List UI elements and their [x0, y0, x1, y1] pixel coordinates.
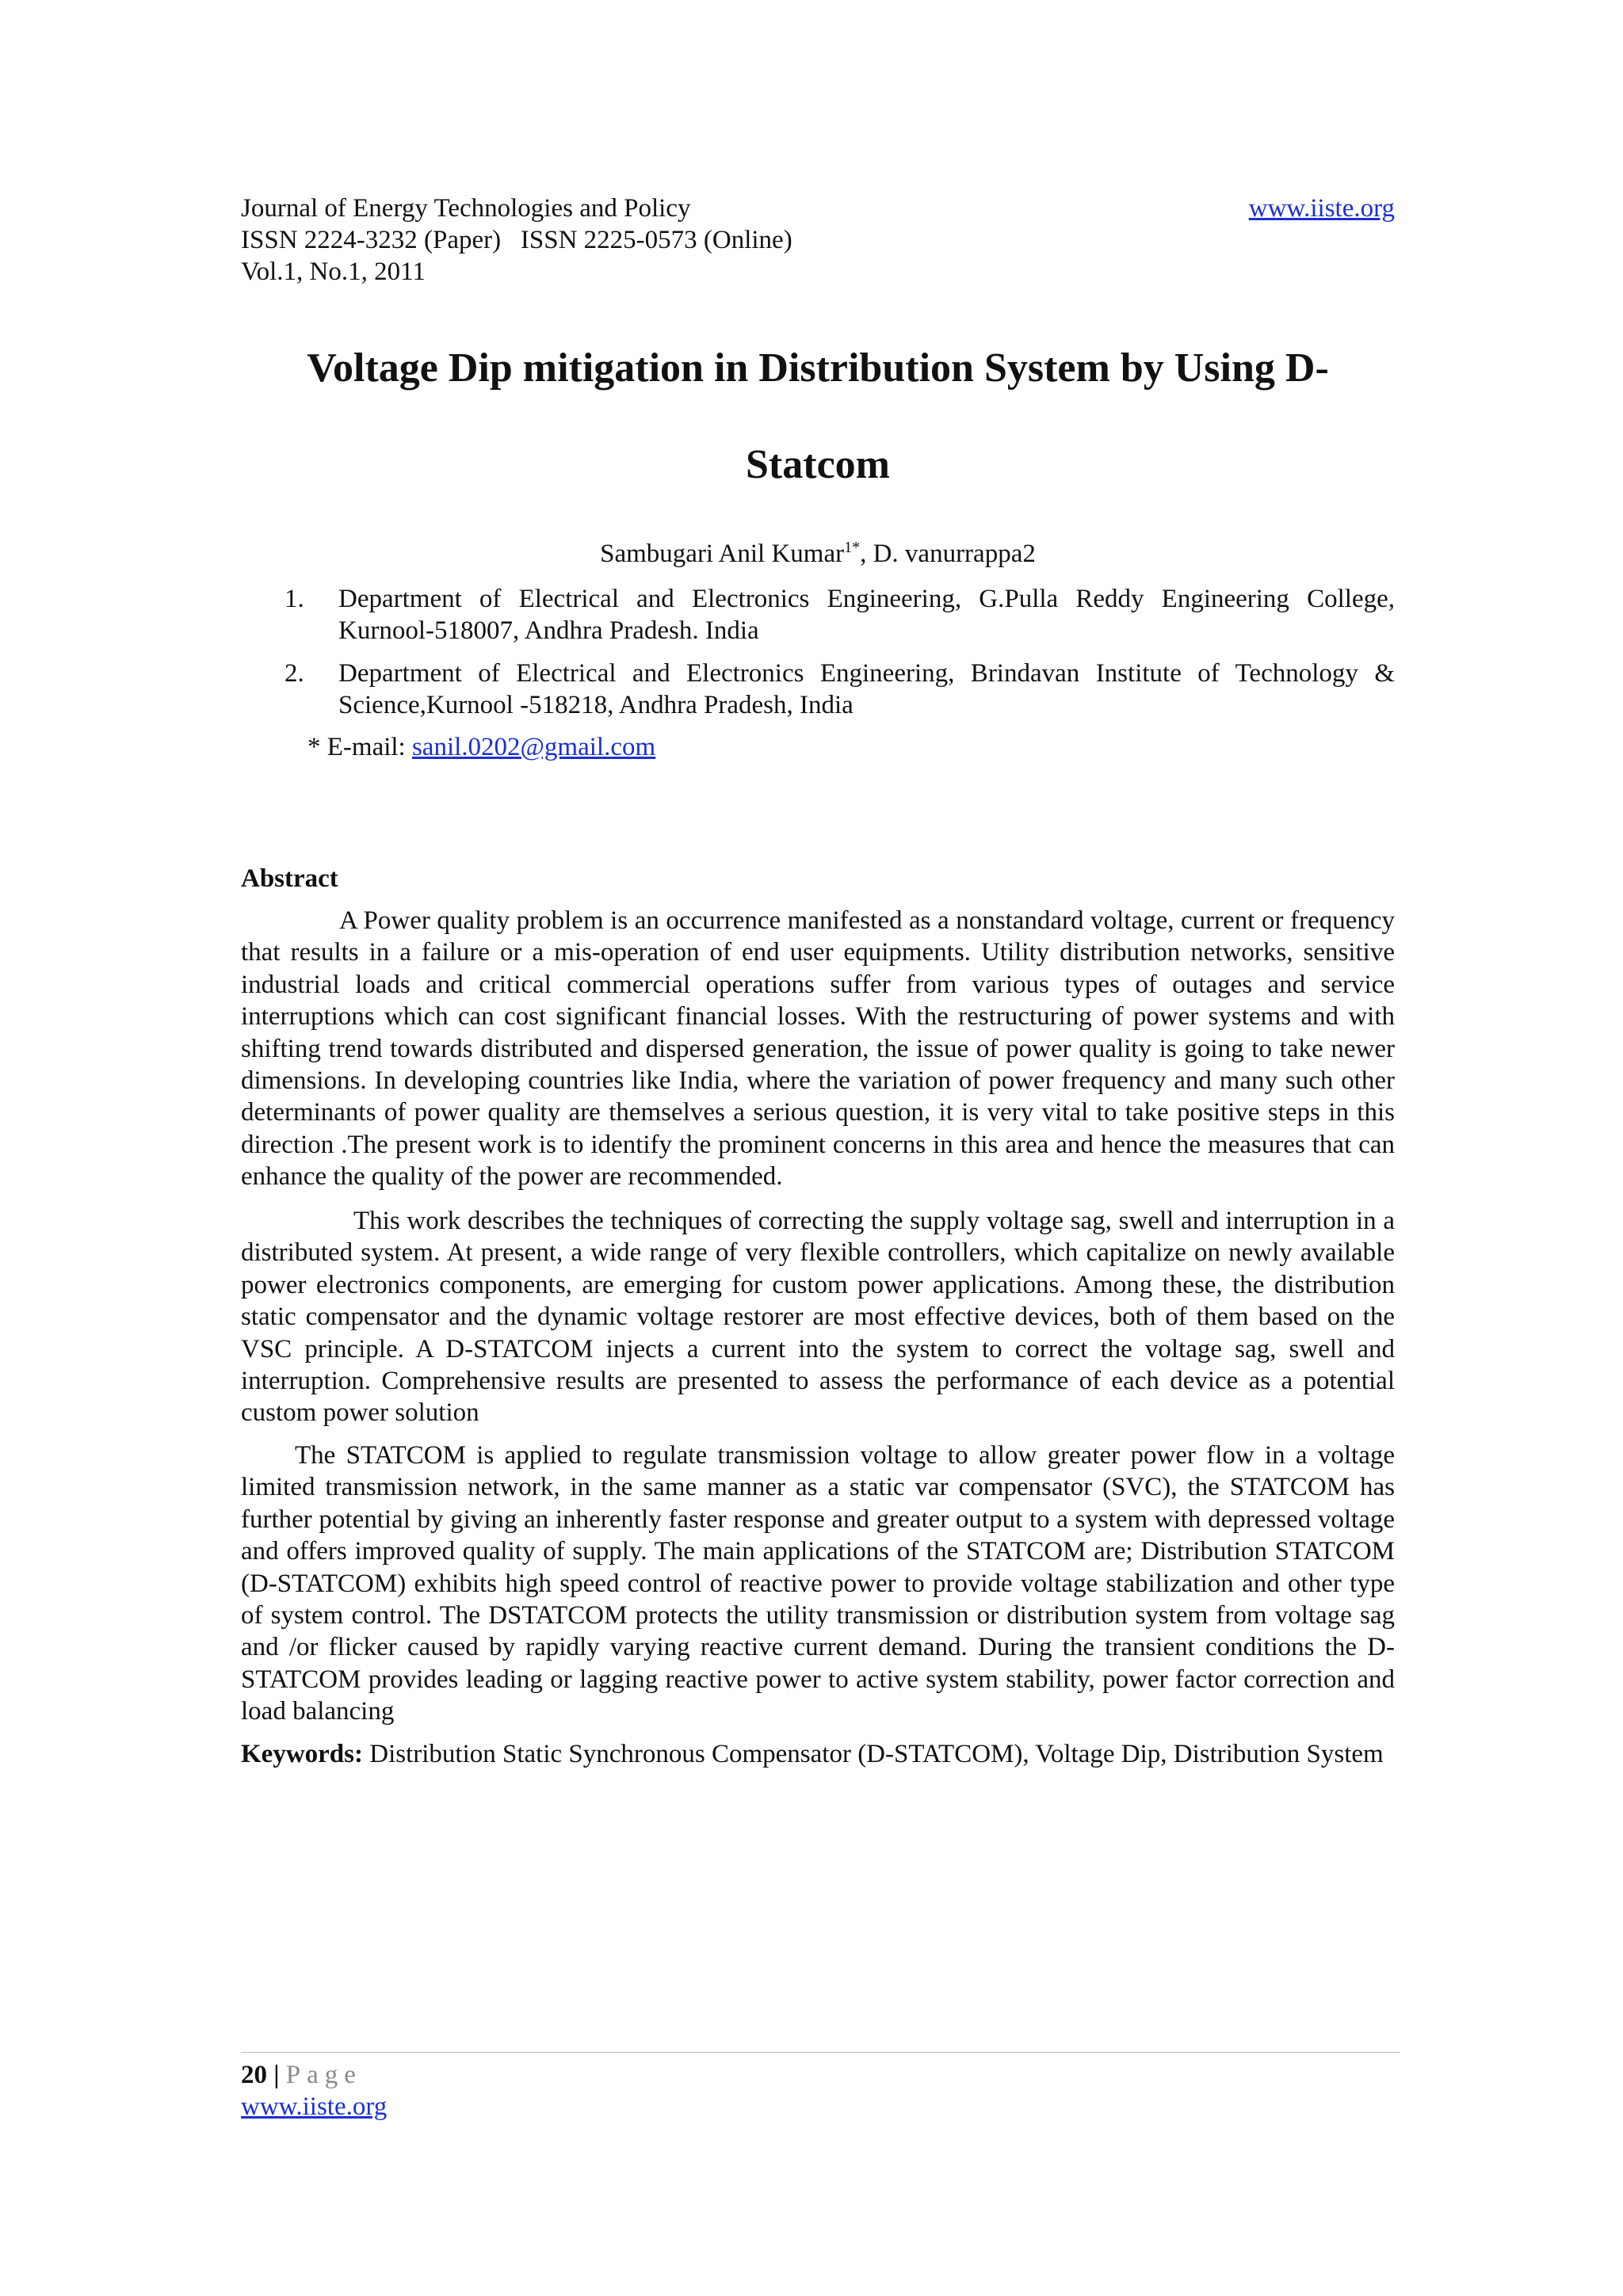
email-label: * E-mail: [307, 733, 412, 761]
affiliation-text: Department of Electrical and Electronics Engineering, G.Pulla Reddy Engineering College, Kurnool-518007, Andhra Pradesh. India [338, 585, 1395, 645]
corresponding-email [307, 731, 655, 763]
page-label: Page [285, 2061, 362, 2089]
journal-header [241, 193, 1395, 288]
affiliation-1 [285, 583, 1395, 646]
journal-name: Journal of Energy Technologies and Policy [241, 194, 691, 223]
affiliation-2 [285, 658, 1395, 721]
abstract-heading: Abstract [241, 864, 338, 893]
page-number: 20 [241, 2061, 267, 2089]
footer-website-link[interactable]: www.iiste.org [241, 2092, 388, 2121]
email-link[interactable]: sanil.0202@gmail.com [411, 733, 656, 761]
author-1: Sambugari Anil Kumar [600, 540, 845, 568]
abstract-paragraph-2: This work describes the techniques of correcting the supply voltage sag, swell and interruption in a distributed system. At present, a wide range of very flexible controllers, which capitalize on newly available power electronics components, are emerging for custom power applications. Among these, the distribution static compensator and the dynamic voltage restorer are most effective devices, both of them based on the VSC principle. A D-STATCOM injects a current into the system to correct the voltage sag, swell and interruption. Comprehensive results are presented to assess the performance of each device as a potential custom power solution [241, 1207, 1395, 1428]
abstract-paragraph-1: A Power quality problem is an occurrence manifested as a nonstandard voltage, current or frequency that results in a failure or a mis-operation of end user equipments. Utility distribution networks, sensitive industrial loads and critical commercial operations suffer from various types of outages and service interruptions which can cost significant financial losses. With the restructuring of power systems and with shifting trend towards distributed and dispersed generation, the issue of power quality is going to take newer dimensions. In developing countries like India, where the variation of power frequency and many such other determinants of power quality are themselves a serious question, it is very vital to take positive steps in this direction .The present work is to identify the prominent concerns in this area and hence the measures that can enhance the quality of the power are recommended. [241, 906, 1395, 1192]
title-line-1: Voltage Dip mitigation in Distribution System by Using D- [307, 345, 1329, 391]
author-1-affiliation-mark: 1* [844, 539, 861, 556]
keywords-text: Distribution Static Synchronous Compensator (D-STATCOM), Voltage Dip, Distribution System [362, 1740, 1384, 1768]
abstract-paragraph-3: The STATCOM is applied to regulate transmission voltage to allow greater power flow in a voltage limited transmission network, in the same manner as a static var compensator (SVC), the STATCOM has further potential by giving an inherently faster response and greater output to a system with depressed voltage and offers improved quality of supply. The main applications of the STATCOM are; Distribution STATCOM (D-STATCOM) exhibits high speed control of reactive power to provide voltage stabilization and other type of system control. The DSTATCOM protects the utility transmission or distribution system from voltage sag and /or flicker caused by rapidly varying reactive current demand. During the transient conditions the D-STATCOM provides leading or lagging reactive power to active system stability, power factor correction and load balancing [241, 1441, 1395, 1726]
keywords-label: Keywords: [241, 1740, 363, 1768]
journal-volume: Vol.1, No.1, 2011 [241, 257, 426, 286]
affiliation-number: 2. [285, 659, 304, 688]
keywords [241, 1738, 1395, 1770]
paper-title [241, 320, 1395, 513]
header-website-link[interactable]: www.iiste.org [1248, 194, 1395, 223]
journal-issn: ISSN 2224-3232 (Paper) ISSN 2225-0573 (Online) [241, 226, 792, 254]
affiliation-text: Department of Electrical and Electronics Engineering, Brindavan Institute of Technology & Science,Kurnool -518218, Andhra Pradesh, India [338, 659, 1395, 719]
page-footer [241, 2059, 387, 2122]
author-2: , D. vanurrappa2 [860, 540, 1036, 568]
affiliation-number: 1. [285, 585, 304, 613]
footer-divider [241, 2052, 1400, 2053]
footer-separator: | [267, 2061, 286, 2089]
author-list [241, 538, 1395, 570]
title-line-2: Statcom [746, 442, 890, 487]
